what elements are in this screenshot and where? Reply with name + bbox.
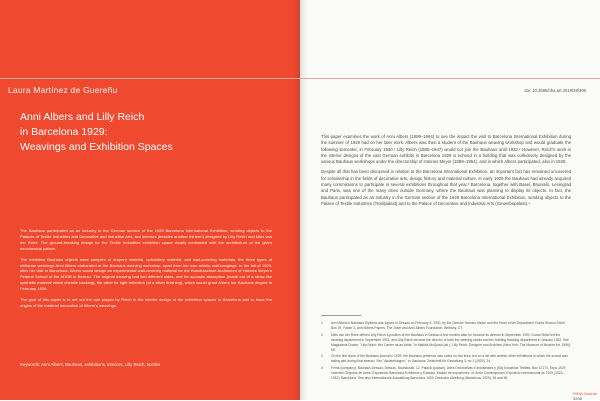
folio-page-number: 0208 (573, 396, 582, 401)
page-spine-shadow (292, 0, 308, 400)
doi-label[interactable]: doi: 10.3986/riha.art.2019/28/208 (524, 88, 586, 93)
footnote-number: 4 (321, 366, 323, 371)
footnote-divider (321, 315, 361, 316)
title-line: Anni Albers and Lilly Reich (20, 111, 145, 123)
left-page (0, 0, 300, 400)
body-paragraph: Despite all that has been discussed in relation to the Barcelona International Exhibition, an important fact has remained uncovered for scholarship in the fields of decorative arts, design history and material culture. In early 1929 the Bauhaus had already acquired many commissions to participate in several exhibitions throughout that year.³ Barcelona, together with Basel, Brussels, Leningrad and Paris, was one of the many cities outside Germany, where the Bauhaus was planning to display its objects. In fact, the Bauhaus participated as an industry in the German section of the 1929 Barcelona International Exhibition, sending objects to the Palace of Textile Industries (Textilpalast) and to the Palace of Decorative and Industrial Arts (Gewerbepalast).⁴ (321, 169, 571, 206)
abstract-paragraph: The goal of this paper is to set out the role played by Reich in the interior design of the exhibition spaces in Barcelona and to trace the origins of the material innovation of Albers's weavings. (20, 297, 272, 308)
author-name: Laura Martínez de Guereñu (8, 85, 118, 95)
title-line: Weavings and Exhibition Spaces (20, 141, 173, 153)
footnotes (321, 321, 571, 383)
abstract (20, 228, 272, 314)
footnote-text: On the first issue of the Bauhaus journal in 1929, the Bauhaus presence was noted on two lines, but on a list with sixteen other exhibitions in which the school was taking part during that season. See "Ausstellungen," in: Bauhaus: Zeitschrift für Gestaltung 3, no 1 (1929), 24. (331, 354, 568, 364)
footnote (321, 321, 571, 331)
abstract-paragraph: The Bauhaus participated as an industry in the German section of the 1929 Barcelona International Exhibition, sending objects to the Palaces of Textile Industries and Decorative and Industrial Arts, two interiors (besides another thirteen) designed by Lilly Reich and Mies van der Rohe. The ground-breaking design for the Textile Industries exhibition space clearly contrasted with the architecture of the given neoclassical palace. (20, 228, 272, 251)
title-line: in Barcelona 1929: (20, 126, 108, 138)
folio-journal: RIHA Journal (573, 391, 597, 396)
header-rule (0, 78, 600, 79)
keywords: Keywords: Anni Albers, Bauhaus, exhibitions, interiors, Lilly Reich, textiles (20, 362, 161, 367)
footnote (321, 354, 571, 364)
footnote (321, 333, 571, 353)
footnote-text: Anni Albers's Bauhaus Diploma was signed in Dessau on February 4, 1930, by the Director Hannes Meyer and the Head of the Department Gunta Sharon-Stölzl. Box 29, Folder 2, Anni Albers Papers. The Josef and Anni Albers Foundation, Bethany, CT. (331, 321, 566, 330)
body-paragraph: This paper examines the work of Anni Albers (1899–1994) to see the impact the visit to Barcelona International Exhibition during the summer of 1929 had on her later work. Albers was then a student of the Bauhaus weaving workshop and would graduate the following semester, in February 1930.¹ Lilly Reich (1885–1947) would not join the Bauhaus until 1932.² However, Reich's work in the interior designs of the vast German exhibits in Barcelona 1929 is echoed in a building that was collectively designed by the various Bauhaus workshops under the directorship of Hannes Meyer (1889–1954), and in which Albers participated, also in 1929. (321, 134, 571, 165)
footnote-text: Firma (company), Bauhaus Dessau; Dessau, Bauhausstr. 12. Palacio (palace), Artes Decorativas e Industriales y [Sic] Industrias Textiles. Box 47174, Expo 1929 Inventari Objectes de Artes. Exposición Barcelona Exhibitors y Estados. Estado de expositores. in: Arxiu Contemporani, Exposició Internacional de 1929 (1923–1942), Barcelona. See also Internationale Ausstellung Barcelona 1929. Deutsche Abteilung (Barcelona, 1929), 56 and 66. (331, 366, 566, 381)
footnote-text: Mies van der Rohe offered Lilly Reich a position at the Bauhaus in Dessau a few months after he became its director in September 1930. Gunta Stölzl left the weaving department in September 1931, and Lilly Reich became the director of both the weaving studio and the building finishing department in January 1932. See Magdalena Droste, "Lilly Reich: Her Career as an Artist," in Matilda McQuaid (ed.), Lilly Reich: Designer and Architect (New York: The Museum of Modern Art, 1996), 55. (331, 332, 571, 352)
abstract-paragraph: The exhibited Bauhaus objects were samples of drapery material, upholstery material, and wall-covering materials, the three types of utilitarian weavings Anni Albers elaborated at the Bauhaus weaving workshop, apart from her own artistic wall-hangings. In the fall of 1929, after her visit to Barcelona, Albers would design an experimental wall-covering material for the Bundesschule Auditorium of Hannes Meyer's Federal School of the ADGB in Bernau. The original weaving had two different sides, one for acoustic absorption (made out of a straw-like synthetic material which chenille backing), the other for light reflection (of a silver finishing), which would grant Albers her Bauhaus degree in February 1930. (20, 256, 272, 292)
footnote (321, 366, 571, 381)
article-title (20, 110, 270, 155)
footnote-number: 1 (321, 321, 323, 325)
footnote-number: 2 (321, 332, 323, 337)
footnote-number: 3 (321, 354, 323, 359)
body-text (321, 134, 571, 211)
